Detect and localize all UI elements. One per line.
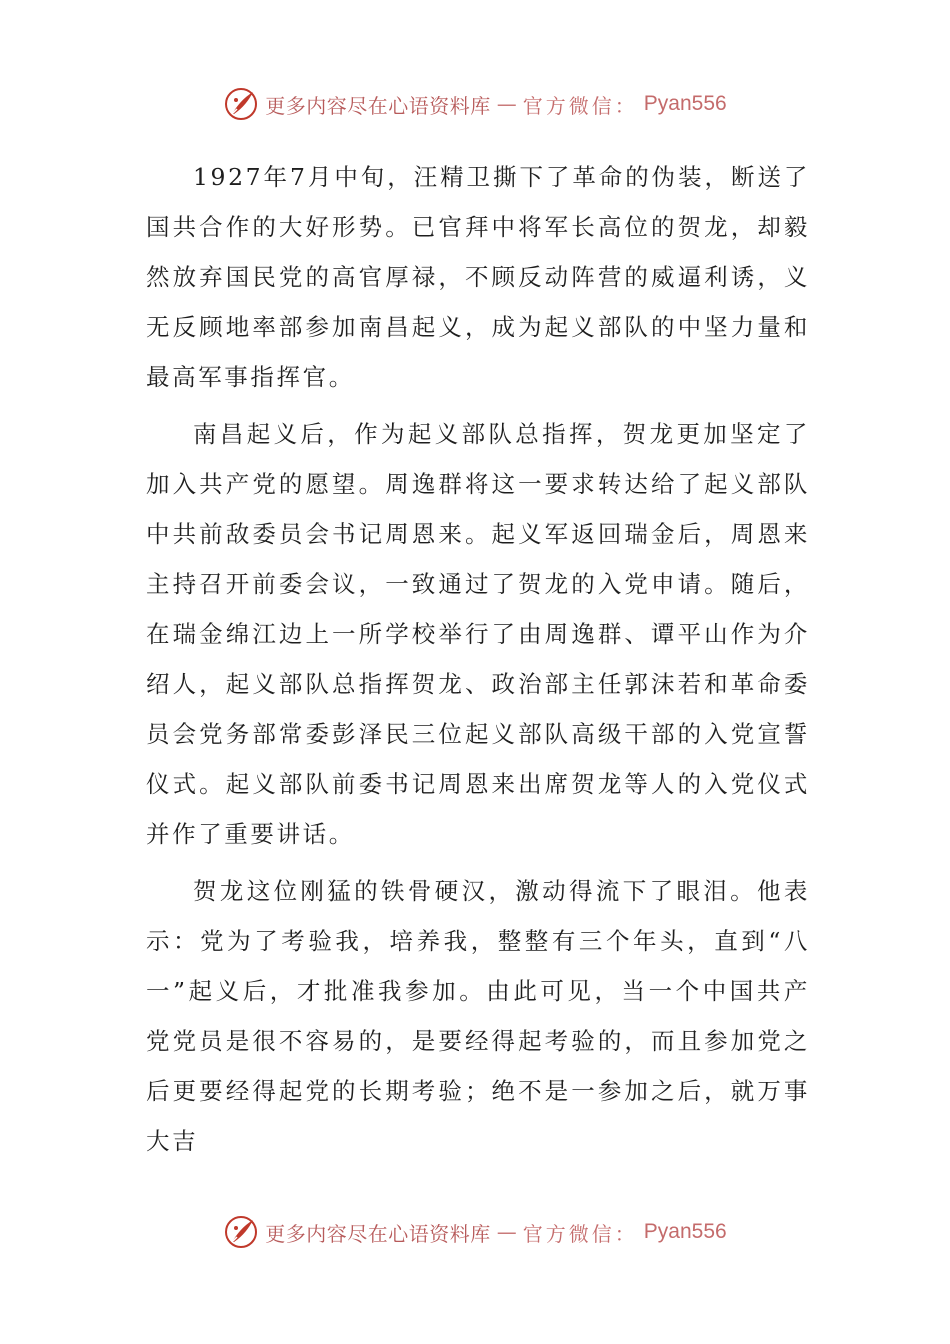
footer-banner <box>0 1212 950 1252</box>
quill-pen-logo-icon <box>223 86 259 122</box>
quill-pen-logo-icon <box>223 1214 259 1250</box>
footer-banner-separator: — <box>496 1220 517 1244</box>
footer-banner-id: Pyan556 <box>643 1220 727 1243</box>
header-banner <box>0 84 950 124</box>
header-banner-id: Pyan556 <box>643 92 727 115</box>
paragraph-2: 南昌起义后，作为起义部队总指挥，贺龙更加坚定了加入共产党的愿望。周逸群将这一要求转达给了起义部队中共前敌委员会书记周恩来。起义军返回瑞金后，周恩来主持召开前委会议，一致通过了贺龙的入党申请。随后，在瑞金绵江边上一所学校举行了由周逸群、谭平山作为介绍人，起义部队总指挥贺龙、政治部主任郭沫若和革命委员会党务部常委彭泽民三位起义部队高级干部的入党宣誓仪式。起义部队前委书记周恩来出席贺龙等人的入党仪式并作了重要讲话。 <box>146 420 810 848</box>
footer-banner-text: 更多内容尽在心语资料库 <box>265 1221 491 1246</box>
header-banner-separator: — <box>496 92 517 116</box>
article-body <box>146 152 810 1173</box>
header-banner-brand: 官方微信： <box>522 93 638 118</box>
footer-banner-brand: 官方微信： <box>522 1221 638 1246</box>
paragraph-3: 贺龙这位刚猛的铁骨硬汉，激动得流下了眼泪。他表示：党为了考验我，培养我，整整有三个年头，直到“八一”起义后，才批准我参加。由此可见，当一个中国共产党党员是很不容易的，是要经得起考验的，而且参加党之后更要经得起党的长期考验；绝不是一参加之后，就万事大吉 <box>146 877 810 1155</box>
paragraph-1: 1927年7月中旬，汪精卫撕下了革命的伪装，断送了国共合作的大好形势。已官拜中将军长高位的贺龙，却毅然放弃国民党的高官厚禄，不顾反动阵营的威逼利诱，义无反顾地率部参加南昌起义，成为起义部队的中坚力量和最高军事指挥官。 <box>146 163 810 391</box>
header-banner-text: 更多内容尽在心语资料库 <box>265 93 491 118</box>
